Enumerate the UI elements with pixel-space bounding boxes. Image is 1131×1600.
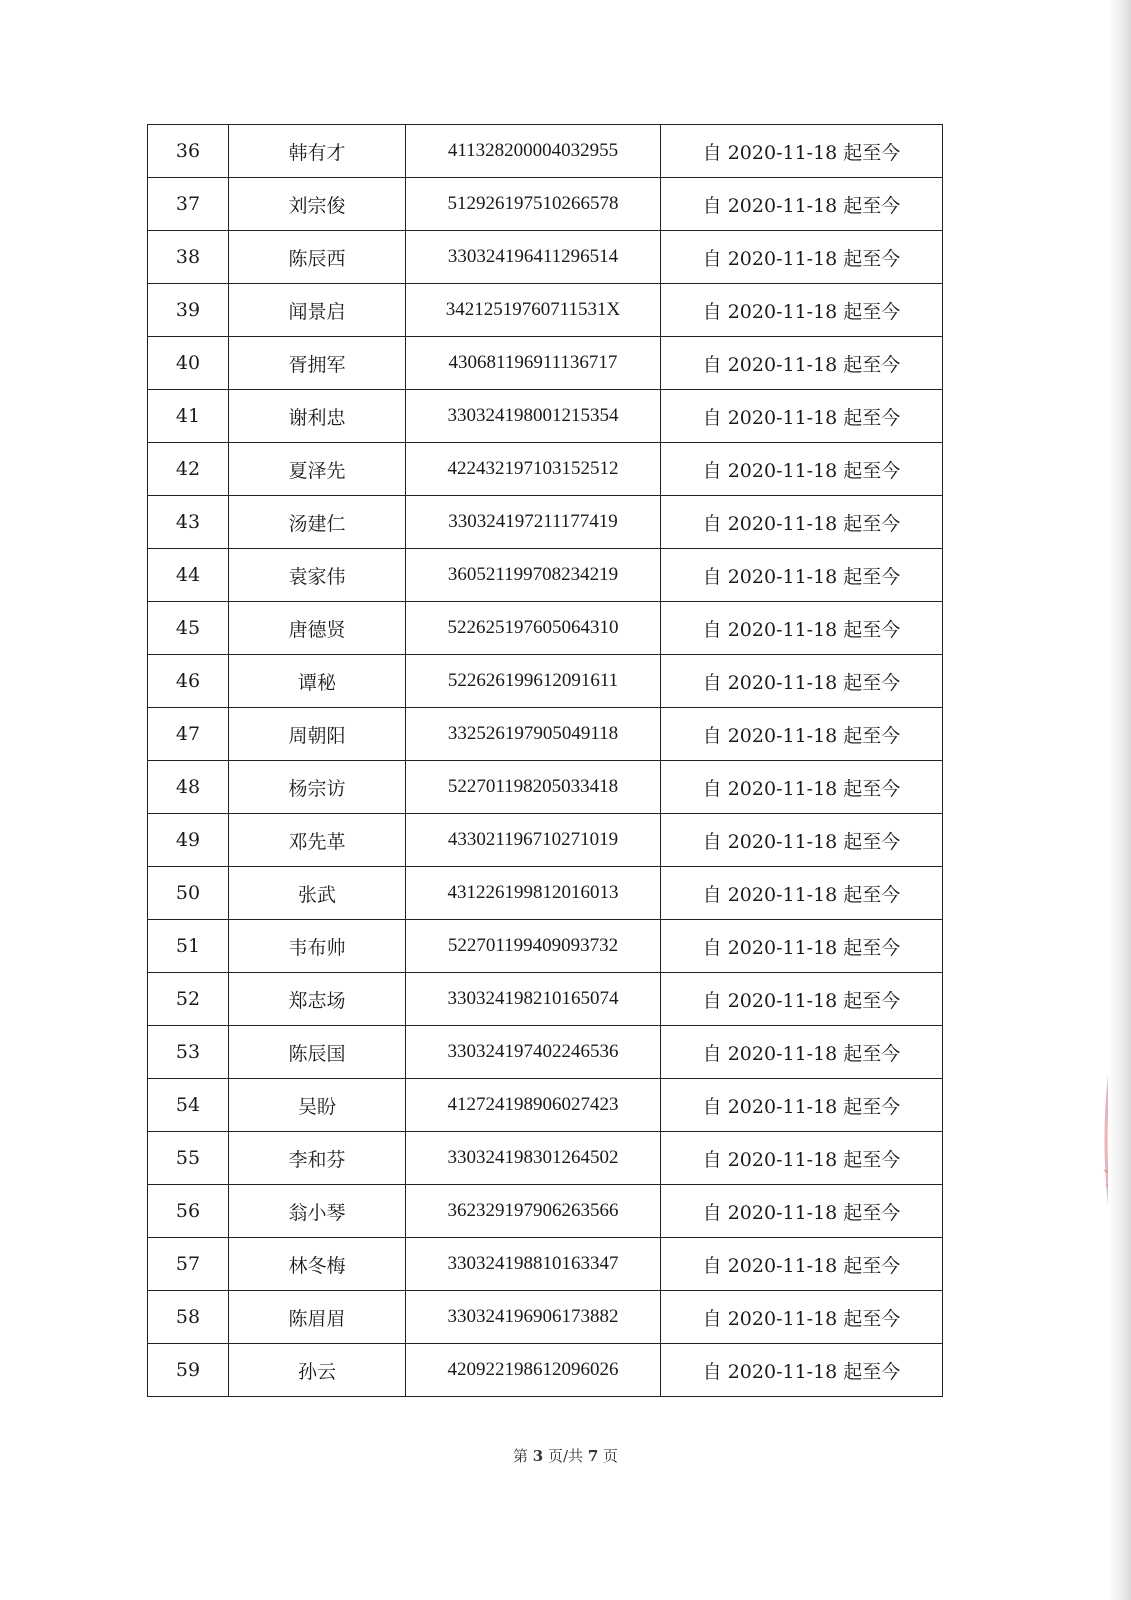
period-cell: 自 2020-11-18 起至今 [661, 1291, 943, 1344]
page-footer [0, 1445, 1131, 1466]
id-number-cell: 512926197510266578 [406, 178, 661, 231]
period-cell: 自 2020-11-18 起至今 [661, 1026, 943, 1079]
footer-current-page: 3 [532, 1447, 544, 1465]
id-number-cell: 522701199409093732 [406, 920, 661, 973]
id-number-cell: 420922198612096026 [406, 1344, 661, 1397]
id-number-cell: 412724198906027423 [406, 1079, 661, 1132]
name-cell: 闻景启 [229, 284, 406, 337]
table-row [148, 390, 943, 443]
id-number-cell: 422432197103152512 [406, 443, 661, 496]
table-row [148, 178, 943, 231]
name-cell: 夏泽先 [229, 443, 406, 496]
row-number-cell: 37 [148, 178, 229, 231]
table-row [148, 284, 943, 337]
table-row [148, 1185, 943, 1238]
row-number-cell: 47 [148, 708, 229, 761]
period-cell: 自 2020-11-18 起至今 [661, 496, 943, 549]
footer-prefix: 第 [512, 1447, 528, 1465]
period-cell: 自 2020-11-18 起至今 [661, 443, 943, 496]
period-cell: 自 2020-11-18 起至今 [661, 1238, 943, 1291]
row-number-cell: 46 [148, 655, 229, 708]
period-cell: 自 2020-11-18 起至今 [661, 973, 943, 1026]
table-row [148, 655, 943, 708]
id-number-cell: 330324197211177419 [406, 496, 661, 549]
period-cell: 自 2020-11-18 起至今 [661, 655, 943, 708]
name-cell: 杨宗访 [229, 761, 406, 814]
table-row [148, 1132, 943, 1185]
period-cell: 自 2020-11-18 起至今 [661, 602, 943, 655]
row-number-cell: 59 [148, 1344, 229, 1397]
table-row [148, 496, 943, 549]
row-number-cell: 50 [148, 867, 229, 920]
row-number-cell: 57 [148, 1238, 229, 1291]
name-cell: 刘宗俊 [229, 178, 406, 231]
period-cell: 自 2020-11-18 起至今 [661, 178, 943, 231]
period-cell: 自 2020-11-18 起至今 [661, 1344, 943, 1397]
id-number-cell: 522626199612091611 [406, 655, 661, 708]
table-row [148, 231, 943, 284]
name-cell: 袁家伟 [229, 549, 406, 602]
period-cell: 自 2020-11-18 起至今 [661, 549, 943, 602]
row-number-cell: 56 [148, 1185, 229, 1238]
id-number-cell: 330324197402246536 [406, 1026, 661, 1079]
id-number-cell: 330324198210165074 [406, 973, 661, 1026]
name-cell: 邓先革 [229, 814, 406, 867]
roster-table [147, 124, 943, 1397]
period-cell: 自 2020-11-18 起至今 [661, 390, 943, 443]
table-row [148, 1291, 943, 1344]
name-cell: 谭秘 [229, 655, 406, 708]
name-cell: 胥拥军 [229, 337, 406, 390]
footer-total-pages: 7 [587, 1447, 599, 1465]
period-cell: 自 2020-11-18 起至今 [661, 1185, 943, 1238]
name-cell: 陈辰国 [229, 1026, 406, 1079]
row-number-cell: 58 [148, 1291, 229, 1344]
id-number-cell: 360521199708234219 [406, 549, 661, 602]
footer-suffix: 页 [603, 1447, 619, 1465]
period-cell: 自 2020-11-18 起至今 [661, 231, 943, 284]
id-number-cell: 411328200004032955 [406, 125, 661, 178]
row-number-cell: 39 [148, 284, 229, 337]
name-cell: 谢利忠 [229, 390, 406, 443]
id-number-cell: 330324196411296514 [406, 231, 661, 284]
row-number-cell: 41 [148, 390, 229, 443]
id-number-cell: 522701198205033418 [406, 761, 661, 814]
name-cell: 孙云 [229, 1344, 406, 1397]
table-row [148, 337, 943, 390]
name-cell: 唐德贤 [229, 602, 406, 655]
id-number-cell: 332526197905049118 [406, 708, 661, 761]
row-number-cell: 52 [148, 973, 229, 1026]
row-number-cell: 36 [148, 125, 229, 178]
name-cell: 韦布帅 [229, 920, 406, 973]
period-cell: 自 2020-11-18 起至今 [661, 1079, 943, 1132]
period-cell: 自 2020-11-18 起至今 [661, 284, 943, 337]
row-number-cell: 53 [148, 1026, 229, 1079]
row-number-cell: 43 [148, 496, 229, 549]
id-number-cell: 330324198810163347 [406, 1238, 661, 1291]
footer-middle: 页/共 [547, 1447, 584, 1465]
row-number-cell: 40 [148, 337, 229, 390]
name-cell: 吴盼 [229, 1079, 406, 1132]
table-row [148, 761, 943, 814]
id-number-cell: 330324198301264502 [406, 1132, 661, 1185]
name-cell: 陈辰西 [229, 231, 406, 284]
table-row [148, 708, 943, 761]
row-number-cell: 49 [148, 814, 229, 867]
id-number-cell: 34212519760711531X [406, 284, 661, 337]
table-row [148, 1079, 943, 1132]
table-row [148, 549, 943, 602]
name-cell: 汤建仁 [229, 496, 406, 549]
table-row [148, 125, 943, 178]
name-cell: 翁小琴 [229, 1185, 406, 1238]
period-cell: 自 2020-11-18 起至今 [661, 337, 943, 390]
id-number-cell: 330324198001215354 [406, 390, 661, 443]
id-number-cell: 362329197906263566 [406, 1185, 661, 1238]
row-number-cell: 44 [148, 549, 229, 602]
id-number-cell: 430681196911136717 [406, 337, 661, 390]
period-cell: 自 2020-11-18 起至今 [661, 920, 943, 973]
period-cell: 自 2020-11-18 起至今 [661, 761, 943, 814]
row-number-cell: 38 [148, 231, 229, 284]
table-row [148, 1026, 943, 1079]
id-number-cell: 433021196710271019 [406, 814, 661, 867]
roster-table-body [148, 125, 943, 1397]
table-row [148, 602, 943, 655]
id-number-cell: 522625197605064310 [406, 602, 661, 655]
period-cell: 自 2020-11-18 起至今 [661, 814, 943, 867]
period-cell: 自 2020-11-18 起至今 [661, 708, 943, 761]
table-row [148, 1344, 943, 1397]
period-cell: 自 2020-11-18 起至今 [661, 1132, 943, 1185]
id-number-cell: 431226199812016013 [406, 867, 661, 920]
row-number-cell: 54 [148, 1079, 229, 1132]
table-row [148, 920, 943, 973]
table-row [148, 814, 943, 867]
id-number-cell: 330324196906173882 [406, 1291, 661, 1344]
table-row [148, 443, 943, 496]
table-row [148, 1238, 943, 1291]
scan-edge-shadow [1108, 0, 1131, 1600]
row-number-cell: 48 [148, 761, 229, 814]
row-number-cell: 51 [148, 920, 229, 973]
name-cell: 李和芬 [229, 1132, 406, 1185]
name-cell: 周朝阳 [229, 708, 406, 761]
name-cell: 韩有才 [229, 125, 406, 178]
name-cell: 郑志场 [229, 973, 406, 1026]
row-number-cell: 45 [148, 602, 229, 655]
period-cell: 自 2020-11-18 起至今 [661, 867, 943, 920]
period-cell: 自 2020-11-18 起至今 [661, 125, 943, 178]
name-cell: 林冬梅 [229, 1238, 406, 1291]
table-row [148, 867, 943, 920]
name-cell: 张武 [229, 867, 406, 920]
row-number-cell: 55 [148, 1132, 229, 1185]
name-cell: 陈眉眉 [229, 1291, 406, 1344]
table-row [148, 973, 943, 1026]
row-number-cell: 42 [148, 443, 229, 496]
